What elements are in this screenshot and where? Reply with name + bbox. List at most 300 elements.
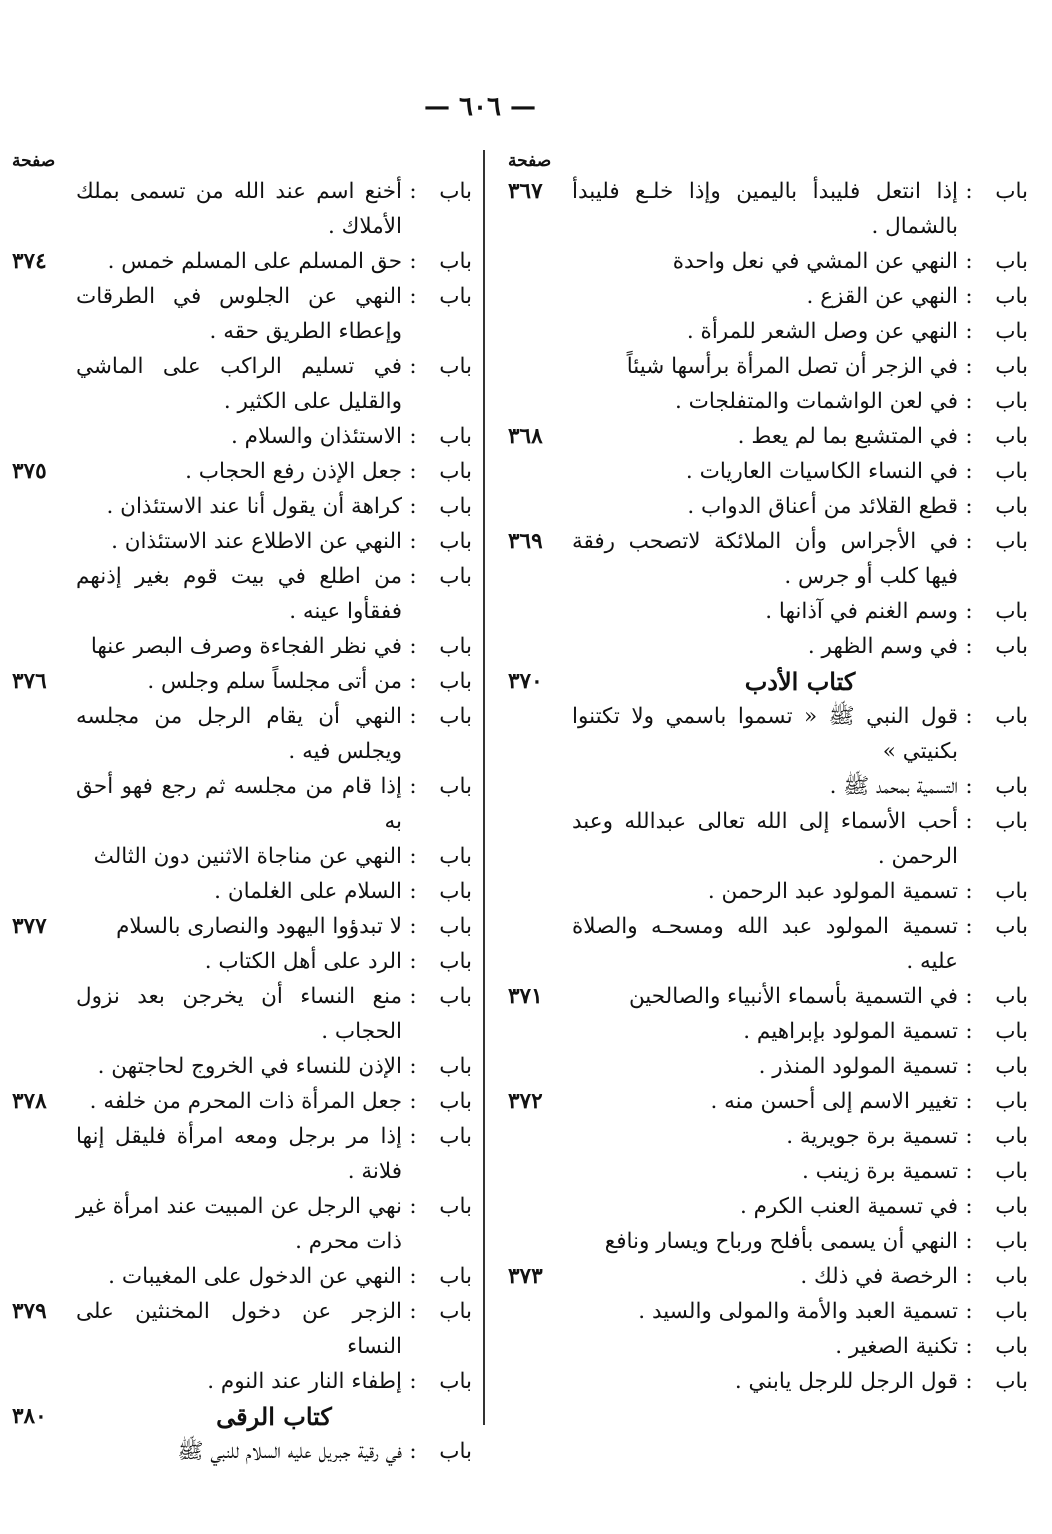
entry-label: باب — [439, 424, 472, 449]
entry-body — [572, 804, 1028, 874]
entry-label: باب — [439, 984, 472, 1009]
entry-text: في وسم الظهر . — [807, 634, 958, 659]
entry-body — [76, 1259, 472, 1294]
entry-page-number: ٣٧٧ — [12, 914, 47, 939]
entry-body — [76, 349, 472, 419]
entry-separator: : — [965, 284, 973, 309]
entry-text: في النساء الكاسيات العاريات . — [685, 459, 958, 484]
entry-label: باب — [439, 1089, 472, 1114]
entry-label: باب — [995, 1194, 1028, 1219]
right-column — [508, 148, 1028, 1399]
entry-separator: : — [409, 669, 417, 694]
page-column-heading: صفحة — [508, 151, 552, 171]
entry-text: قول النبي ﷺ « تسموا باسمي ولا تكتنوا بكنيتي » — [572, 704, 958, 764]
index-list — [508, 174, 1028, 1399]
entry-text: من اطلع في بيت قوم بغير إذنهم ففقأوا عينه . — [76, 564, 402, 624]
entry-text: النهي عن القزع . — [806, 284, 958, 309]
entry-label: باب — [995, 424, 1028, 449]
entry-body — [572, 279, 1028, 314]
entry-separator: : — [965, 1159, 973, 1184]
entry-label: باب — [995, 599, 1028, 624]
index-entry — [508, 454, 1028, 489]
entry-body — [572, 629, 1028, 664]
entry-body — [76, 944, 472, 979]
entry-separator: : — [409, 529, 417, 554]
entry-page-number: ٣٧٢ — [508, 1089, 543, 1114]
entry-page-number: ٣٧٦ — [12, 669, 47, 694]
entry-separator: : — [965, 914, 973, 939]
entry-body — [572, 699, 1028, 769]
entry-separator: : — [965, 1054, 973, 1079]
entry-label: باب — [995, 1159, 1028, 1184]
entry-text: النهي عن المشي في نعل واحدة — [672, 249, 958, 274]
entry-body — [76, 699, 472, 769]
entry-separator: : — [965, 634, 973, 659]
entry-body — [76, 1189, 472, 1259]
entry-label: باب — [439, 1299, 472, 1324]
entry-text: تغيير الاسم إلى أحسن منه . — [710, 1089, 958, 1114]
index-entry — [12, 874, 472, 909]
book-title: كتاب الرقى — [216, 1402, 332, 1431]
book-title: كتاب الأدب — [744, 667, 856, 696]
entry-separator: : — [409, 1054, 417, 1079]
index-entry — [12, 769, 472, 839]
entry-label: باب — [995, 529, 1028, 554]
entry-label: باب — [439, 914, 472, 939]
entry-page-number: ٣٧٥ — [12, 459, 47, 484]
entry-body — [76, 629, 472, 664]
page-number: — ٦٠٦ — — [423, 92, 537, 122]
index-entry — [12, 349, 472, 419]
index-entry — [12, 1189, 472, 1259]
entry-separator: : — [409, 774, 417, 799]
entry-separator: : — [965, 319, 973, 344]
index-list — [12, 174, 472, 1469]
index-entry — [508, 489, 1028, 524]
entry-separator: : — [409, 1264, 417, 1289]
entry-text: النهي عن وصل الشعر للمرأة . — [686, 319, 958, 344]
entry-text: النهي أن يسمى بأفلح ورباح ويسار ونافع — [604, 1229, 958, 1254]
entry-text: في الزجر أن تصل المرأة برأسها شيئاً — [626, 354, 958, 379]
entry-body — [572, 1049, 1028, 1084]
entry-label: باب — [995, 1019, 1028, 1044]
entry-label: باب — [439, 459, 472, 484]
entry-separator: : — [965, 984, 973, 1009]
entry-text: السلام على الغلمان . — [214, 879, 402, 904]
entry-label: باب — [439, 1369, 472, 1394]
entry-page-number: ٣٧٨ — [12, 1089, 47, 1114]
entry-page-number: ٣٨٠ — [12, 1404, 47, 1429]
index-entry — [508, 419, 1028, 454]
entry-separator: : — [409, 984, 417, 1009]
entry-text: النهي عن الجلوس في الطرقات وإعطاء الطريق حقه . — [76, 284, 402, 344]
index-entry — [508, 1364, 1028, 1399]
entry-label: باب — [995, 1369, 1028, 1394]
entry-label: باب — [995, 354, 1028, 379]
entry-text: نهي الرجل عن المبيت عند امرأة غير ذات محرم . — [76, 1194, 402, 1254]
entry-body — [572, 524, 1028, 594]
entry-body — [76, 979, 472, 1049]
entry-separator: : — [965, 1019, 973, 1044]
index-entry — [12, 559, 472, 629]
index-entry — [12, 174, 472, 244]
entry-separator: : — [965, 459, 973, 484]
entry-separator: : — [965, 354, 973, 379]
entry-label: باب — [995, 1264, 1028, 1289]
entry-body — [76, 909, 472, 944]
entry-body — [76, 454, 472, 489]
entry-text: الزجر عن دخول المخنثين على النساء — [76, 1299, 402, 1359]
entry-page-number: ٣٧٠ — [508, 669, 543, 694]
entry-label: باب — [439, 704, 472, 729]
entry-text: تسمية العبد والأمة والمولى والسيد . — [638, 1299, 958, 1324]
entry-text: تكنية الصغير . — [835, 1334, 958, 1359]
entry-body — [572, 174, 1028, 244]
entry-separator: : — [965, 879, 973, 904]
entry-body — [572, 1329, 1028, 1364]
entry-separator: : — [409, 1194, 417, 1219]
entry-separator: : — [965, 1264, 973, 1289]
index-entry — [508, 1224, 1028, 1259]
index-entry — [508, 314, 1028, 349]
entry-body — [572, 909, 1028, 979]
index-entry — [508, 279, 1028, 314]
index-entry — [508, 979, 1028, 1014]
entry-text: منع النساء أن يخرجن بعد نزول الحجاب . — [76, 984, 402, 1044]
entry-body — [76, 874, 472, 909]
entry-separator: : — [965, 774, 973, 799]
index-entry — [12, 524, 472, 559]
index-entry — [12, 699, 472, 769]
index-entry — [508, 1119, 1028, 1154]
entry-separator: : — [965, 599, 973, 624]
entry-separator: : — [965, 1369, 973, 1394]
entry-body — [76, 1084, 472, 1119]
entry-label: باب — [995, 249, 1028, 274]
entry-page-number: ٣٦٧ — [508, 179, 543, 204]
entry-separator: : — [409, 284, 417, 309]
entry-body — [572, 1294, 1028, 1329]
index-entry — [508, 1154, 1028, 1189]
index-entry — [508, 1014, 1028, 1049]
entry-label: باب — [995, 809, 1028, 834]
entry-separator: : — [409, 704, 417, 729]
index-entry — [12, 454, 472, 489]
entry-text: النهي عن مناجاة الاثنين دون الثالث — [93, 844, 402, 869]
index-entry — [508, 1084, 1028, 1119]
entry-label: باب — [439, 179, 472, 204]
entry-text: في الأجراس وأن الملائكة لاتصحب رفقة فيها كلب أو جرس . — [572, 529, 958, 589]
entry-text: جعل الإذن رفع الحجاب . — [185, 459, 402, 484]
entry-label: باب — [439, 1264, 472, 1289]
index-entry — [508, 699, 1028, 769]
entry-text: قطع القلائد من أعناق الدواب . — [687, 494, 958, 519]
index-entry — [508, 1294, 1028, 1329]
entry-text: إذا قام من مجلسه ثم رجع فهو أحق به — [76, 774, 402, 834]
entry-label: باب — [439, 669, 472, 694]
page-column-heading: صفحة — [12, 151, 56, 171]
index-entry — [508, 244, 1028, 279]
entry-separator: : — [965, 1299, 973, 1324]
entry-text: تسمية برة زينب . — [801, 1159, 958, 1184]
entry-page-number: ٣٦٩ — [508, 529, 543, 554]
index-entry — [508, 1259, 1028, 1294]
entry-text: تسمية المولود عبد الله ومسحـه والصلاة عليه . — [572, 914, 958, 974]
index-entry — [12, 629, 472, 664]
index-entry — [12, 489, 472, 524]
entry-separator: : — [409, 249, 417, 274]
entry-body — [572, 1084, 1028, 1119]
entry-label: باب — [995, 494, 1028, 519]
entry-separator: : — [409, 1439, 417, 1464]
entry-separator: : — [409, 844, 417, 869]
entry-label: باب — [995, 1229, 1028, 1254]
entry-text: وسم الغنم في آذانها . — [765, 599, 958, 624]
entry-label: باب — [995, 704, 1028, 729]
entry-label: باب — [995, 879, 1028, 904]
entry-page-number: ٣٦٨ — [508, 424, 543, 449]
index-entry — [12, 1364, 472, 1399]
index-entry — [12, 244, 472, 279]
entry-separator: : — [409, 949, 417, 974]
entry-text: إذا مر برجل ومعه امرأة فليقل إنها فلانة . — [76, 1124, 402, 1184]
entry-body — [76, 1434, 472, 1469]
entry-body — [572, 1189, 1028, 1224]
entry-body — [572, 384, 1028, 419]
index-entry — [12, 839, 472, 874]
entry-text: تسمية المولود بإبراهيم . — [743, 1019, 958, 1044]
index-entry — [508, 909, 1028, 979]
entry-separator: : — [965, 1089, 973, 1114]
entry-body — [572, 489, 1028, 524]
entry-text: أحب الأسماء إلى الله تعالى عبدالله وعبد الرحمن . — [572, 809, 958, 869]
index-entry — [12, 944, 472, 979]
index-entry — [508, 1189, 1028, 1224]
entry-separator: : — [409, 634, 417, 659]
entry-label: باب — [995, 389, 1028, 414]
entry-body — [572, 349, 1028, 384]
entry-text: قول الرجل للرجل يابني . — [734, 1369, 958, 1394]
index-entry — [508, 1049, 1028, 1084]
entry-body — [76, 1049, 472, 1084]
entry-separator: : — [965, 1124, 973, 1149]
entry-separator: : — [965, 424, 973, 449]
entry-text: إطفاء النار عند النوم . — [207, 1369, 402, 1394]
entry-separator: : — [409, 1369, 417, 1394]
entry-separator: : — [965, 1229, 973, 1254]
entry-text: التسمية بمحمد ﷺ . — [829, 774, 958, 799]
entry-text: لا تبدؤوا اليهود والنصارى بالسلام — [116, 914, 402, 939]
entry-text: الاستئذان والسلام . — [230, 424, 402, 449]
entry-label: باب — [995, 284, 1028, 309]
entry-separator: : — [965, 494, 973, 519]
entry-label: باب — [995, 774, 1028, 799]
entry-separator: : — [965, 249, 973, 274]
entry-page-number: ٣٧٤ — [12, 249, 47, 274]
entry-body — [572, 1014, 1028, 1049]
index-entry — [508, 594, 1028, 629]
entry-text: الرخصة في ذلك . — [800, 1264, 958, 1289]
entry-text: كراهة أن يقول أنا عند الاستئذان . — [106, 494, 402, 519]
entry-separator: : — [409, 1124, 417, 1149]
index-entry — [508, 524, 1028, 594]
entry-body — [76, 1294, 472, 1364]
entry-body — [76, 1364, 472, 1399]
entry-body — [76, 559, 472, 629]
entry-separator: : — [965, 529, 973, 554]
entry-label: باب — [439, 844, 472, 869]
entry-text: في لعن الواشمات والمتفلجات . — [675, 389, 958, 414]
entry-separator: : — [409, 564, 417, 589]
entry-label: باب — [995, 179, 1028, 204]
entry-label: باب — [995, 634, 1028, 659]
entry-page-number: ٣٧٣ — [508, 1264, 543, 1289]
entry-text: الرد على أهل الكتاب . — [204, 949, 402, 974]
entry-label: باب — [995, 319, 1028, 344]
entry-separator: : — [409, 1299, 417, 1324]
entry-separator: : — [965, 704, 973, 729]
entry-label: باب — [439, 564, 472, 589]
entry-label: باب — [995, 1334, 1028, 1359]
entry-label: باب — [439, 774, 472, 799]
entry-body — [76, 279, 472, 349]
entry-label: باب — [995, 1299, 1028, 1324]
index-entry — [12, 909, 472, 944]
entry-body — [572, 314, 1028, 349]
entry-separator: : — [965, 809, 973, 834]
entry-text: في نظر الفجاءة وصرف البصر عنها — [90, 634, 402, 659]
entry-label: باب — [995, 1089, 1028, 1114]
index-entry — [12, 664, 472, 699]
entry-label: باب — [439, 949, 472, 974]
entry-text: في تسمية العنب الكرم . — [739, 1194, 958, 1219]
index-entry — [508, 384, 1028, 419]
entry-body — [76, 489, 472, 524]
index-entry — [12, 279, 472, 349]
entry-body — [572, 874, 1028, 909]
entry-text: تسمية المولود عبد الرحمن . — [707, 879, 958, 904]
entry-body — [572, 594, 1028, 629]
index-entry — [508, 874, 1028, 909]
entry-body — [76, 524, 472, 559]
entry-text: تسمية برة جويرية . — [786, 1124, 958, 1149]
entry-text: في تسليم الراكب على الماشي والقليل على الكثير . — [76, 354, 402, 414]
left-column — [12, 148, 472, 1469]
index-entry — [508, 174, 1028, 244]
entry-separator: : — [409, 879, 417, 904]
entry-text: في التسمية بأسماء الأنبياء والصالحين — [628, 984, 958, 1009]
entry-text: جعل المرأة ذات المحرم من خلفه . — [89, 1089, 402, 1114]
entry-text: النهي عن الدخول على المغيبات . — [108, 1264, 402, 1289]
entry-body — [572, 1154, 1028, 1189]
entry-label: باب — [995, 1124, 1028, 1149]
entry-text: إذا انتعل فليبدأ باليمين وإذا خلـع فليبدأ بالشمال . — [572, 179, 958, 239]
entry-label: باب — [995, 459, 1028, 484]
index-entry — [508, 349, 1028, 384]
entry-text: أخنع اسم عند الله من تسمى بملك الأملاك . — [76, 179, 402, 239]
entry-label: باب — [439, 634, 472, 659]
entry-text: في رقية جبريل عليه السلام للنبي ﷺ — [177, 1439, 402, 1464]
entry-separator: : — [409, 179, 417, 204]
entry-separator: : — [409, 424, 417, 449]
entry-text: تسمية المولود المنذر . — [758, 1054, 958, 1079]
index-entry — [508, 1329, 1028, 1364]
entry-body — [76, 664, 472, 699]
entry-text: الإذن للنساء في الخروج لحاجتهن . — [97, 1054, 402, 1079]
index-entry — [12, 419, 472, 454]
entry-label: باب — [439, 879, 472, 904]
entry-body — [572, 1224, 1028, 1259]
entry-label: باب — [439, 1124, 472, 1149]
entry-body — [572, 244, 1028, 279]
entry-page-number: ٣٧٩ — [12, 1299, 47, 1324]
entry-separator: : — [965, 179, 973, 204]
entry-body — [572, 769, 1028, 804]
entry-separator: : — [409, 459, 417, 484]
entry-label: باب — [439, 494, 472, 519]
entry-label: باب — [995, 984, 1028, 1009]
index-entry — [508, 804, 1028, 874]
entry-text: من أتى مجلساً سلم وجلس . — [147, 669, 402, 694]
entry-label: باب — [439, 249, 472, 274]
entry-separator: : — [409, 914, 417, 939]
index-entry — [12, 1049, 472, 1084]
entry-body — [76, 769, 472, 839]
index-entry — [12, 979, 472, 1049]
entry-label: باب — [439, 354, 472, 379]
entry-separator: : — [965, 389, 973, 414]
entry-body — [76, 244, 472, 279]
entry-label: باب — [995, 1054, 1028, 1079]
entry-body — [572, 1119, 1028, 1154]
entry-separator: : — [409, 354, 417, 379]
entry-text: النهي عن الاطلاع عند الاستئذان . — [111, 529, 402, 554]
entry-body — [76, 419, 472, 454]
entry-page-number: ٣٧١ — [508, 984, 543, 1009]
entry-body — [572, 454, 1028, 489]
entry-body — [76, 839, 472, 874]
entry-text: حق المسلم على المسلم خمس . — [107, 249, 402, 274]
column-divider — [483, 150, 485, 1425]
entry-separator: : — [409, 1089, 417, 1114]
entry-label: باب — [439, 529, 472, 554]
entry-text: في المتشبع بما لم يعط . — [737, 424, 958, 449]
book-title-row — [508, 664, 1028, 699]
entry-body — [572, 419, 1028, 454]
index-entry — [12, 1294, 472, 1364]
entry-body — [76, 174, 472, 244]
entry-body — [76, 1119, 472, 1189]
entry-body — [572, 979, 1028, 1014]
index-entry — [508, 769, 1028, 804]
book-title-row — [12, 1399, 472, 1434]
index-entry — [12, 1119, 472, 1189]
index-entry — [12, 1084, 472, 1119]
entry-label: باب — [439, 284, 472, 309]
index-entry — [508, 629, 1028, 664]
entry-text: النهي أن يقام الرجل من مجلسه ويجلس فيه . — [76, 704, 402, 764]
entry-label: باب — [995, 914, 1028, 939]
entry-separator: : — [965, 1194, 973, 1219]
entry-body — [572, 1259, 1028, 1294]
entry-separator: : — [965, 1334, 973, 1359]
entry-body — [572, 1364, 1028, 1399]
entry-label: باب — [439, 1439, 472, 1464]
index-entry — [12, 1259, 472, 1294]
entry-label: باب — [439, 1054, 472, 1079]
index-entry — [12, 1434, 472, 1469]
entry-label: باب — [439, 1194, 472, 1219]
